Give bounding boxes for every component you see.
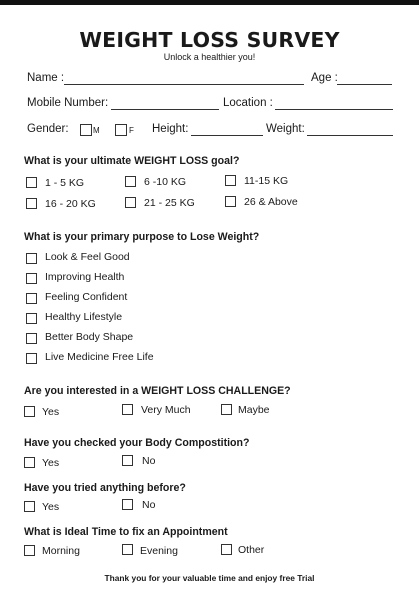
purpose-option-checkbox[interactable] — [26, 253, 37, 264]
location-label: Location : — [223, 97, 273, 109]
purpose-option-label: Live Medicine Free Life — [45, 351, 154, 363]
top-border — [0, 0, 419, 5]
composition-option-checkbox[interactable] — [122, 455, 133, 466]
tried-option-checkbox[interactable] — [122, 499, 133, 510]
challenge-option-checkbox[interactable] — [221, 404, 232, 415]
purpose-option-checkbox[interactable] — [26, 353, 37, 364]
composition-option-checkbox[interactable] — [24, 457, 35, 468]
appointment-option-checkbox[interactable] — [24, 545, 35, 556]
tried-option-checkbox[interactable] — [24, 501, 35, 512]
goal-option-label: 26 & Above — [244, 196, 298, 208]
composition-option-label: Yes — [42, 457, 60, 469]
challenge-option-checkbox[interactable] — [122, 404, 133, 415]
weight-label: Weight: — [266, 123, 305, 135]
challenge-option-label: Yes — [42, 406, 60, 418]
name-label: Name : — [27, 72, 65, 84]
challenge-option-label: Very Much — [141, 404, 191, 416]
gender-male-checkbox[interactable] — [80, 124, 92, 136]
height-label: Height: — [152, 123, 189, 135]
height-field[interactable] — [191, 135, 263, 136]
goal-option-checkbox[interactable] — [225, 175, 236, 186]
goal-option-label: 16 - 20 KG — [45, 198, 96, 210]
goal-option-label: 1 - 5 KG — [45, 177, 85, 189]
appointment-option-label: Other — [238, 544, 265, 556]
purpose-option-checkbox[interactable] — [26, 313, 37, 324]
goal-option-checkbox[interactable] — [125, 176, 136, 187]
purpose-option-label: Better Body Shape — [45, 331, 134, 343]
gender-female-checkbox[interactable] — [115, 124, 127, 136]
purpose-option-label: Improving Health — [45, 271, 125, 283]
challenge-option-label: Maybe — [238, 404, 270, 416]
goal-option-checkbox[interactable] — [225, 196, 236, 207]
purpose-option-checkbox[interactable] — [26, 273, 37, 284]
goal-option-checkbox[interactable] — [26, 177, 37, 188]
gender-male-label: M — [93, 126, 100, 135]
tried-option-label: No — [142, 499, 156, 511]
gender-female-label: F — [129, 126, 134, 135]
gender-label: Gender: — [27, 123, 69, 135]
appointment-option-checkbox[interactable] — [122, 544, 133, 555]
weight-field[interactable] — [307, 135, 393, 136]
question-weight-loss-challenge: Are you interested in a WEIGHT LOSS CHALLENGE? — [24, 385, 291, 397]
goal-option-label: 6 -10 KG — [144, 176, 187, 188]
goal-option-checkbox[interactable] — [26, 198, 37, 209]
composition-option-label: No — [142, 455, 156, 467]
mobile-field[interactable] — [111, 109, 219, 110]
purpose-option-label: Healthy Lifestyle — [45, 311, 123, 323]
challenge-option-checkbox[interactable] — [24, 406, 35, 417]
page-title: WEIGHT LOSS SURVEY — [79, 28, 340, 52]
goal-option-label: 11-15 KG — [244, 175, 289, 187]
purpose-option-checkbox[interactable] — [26, 333, 37, 344]
page-subtitle: Unlock a healthier you! — [163, 52, 256, 62]
appointment-option-label: Morning — [42, 545, 80, 557]
question-weight-goal: What is your ultimate WEIGHT LOSS goal? — [24, 155, 240, 167]
appointment-option-checkbox[interactable] — [221, 544, 232, 555]
mobile-label: Mobile Number: — [27, 97, 109, 109]
goal-option-checkbox[interactable] — [125, 197, 136, 208]
name-field[interactable] — [64, 84, 304, 85]
purpose-option-label: Look & Feel Good — [45, 251, 130, 263]
question-tried-before: Have you tried anything before? — [24, 482, 186, 494]
footer-thank-you: Thank you for your valuable time and enjoy free Trial — [104, 573, 315, 583]
appointment-option-label: Evening — [140, 545, 178, 557]
tried-option-label: Yes — [42, 501, 60, 513]
goal-option-label: 21 - 25 KG — [144, 197, 195, 209]
question-appointment-time: What is Ideal Time to fix an Appointment — [24, 526, 228, 538]
question-body-composition: Have you checked your Body Compostition? — [24, 437, 250, 449]
age-label: Age : — [311, 72, 338, 84]
location-field[interactable] — [275, 109, 393, 110]
question-primary-purpose: What is your primary purpose to Lose Weight? — [24, 231, 260, 243]
purpose-option-checkbox[interactable] — [26, 293, 37, 304]
age-field[interactable] — [337, 84, 392, 85]
purpose-option-label: Feeling Confident — [45, 291, 128, 303]
